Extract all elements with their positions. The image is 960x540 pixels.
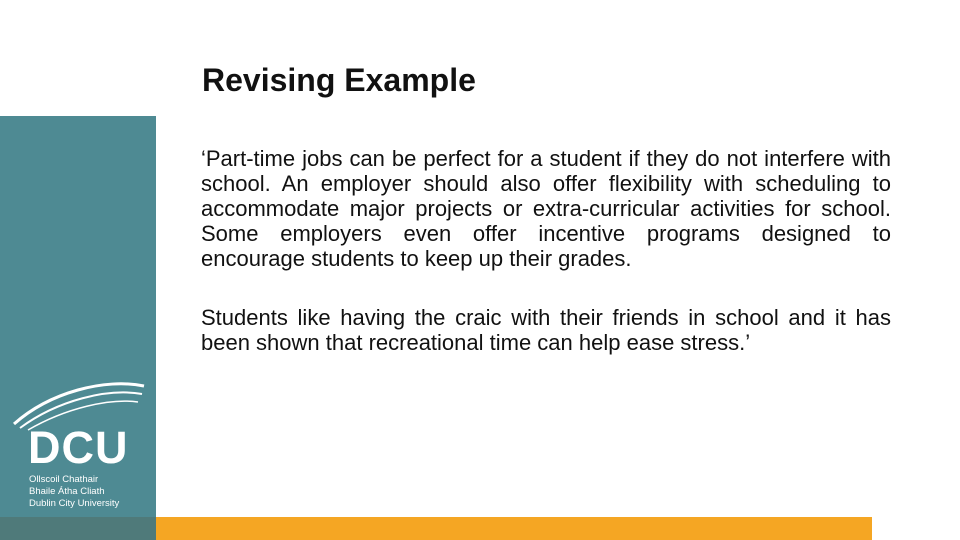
university-name-line: Bhaile Átha Cliath xyxy=(29,486,105,497)
body-paragraph: ‘Part-time jobs can be perfect for a student if they do not interfere with school. An employer should also offer flexibility with scheduling to accommodate major projects or extra-curricular activities for school. Some employers even offer incentive programs designed to encourage students to keep up their grades. xyxy=(201,146,891,271)
accent-bar xyxy=(156,517,872,540)
sidebar-footer-block xyxy=(0,517,156,540)
slide-body xyxy=(201,146,891,389)
university-name-line: Dublin City University xyxy=(29,498,120,509)
dcu-logo-text: DCU xyxy=(28,422,129,473)
university-name xyxy=(29,474,119,510)
body-paragraph: Students like having the craic with their friends in school and it has been shown that recreational time can help ease stress.’ xyxy=(201,305,891,355)
university-name-line: Ollscoil Chathair xyxy=(29,474,99,485)
slide-title: Revising Example xyxy=(202,62,476,98)
